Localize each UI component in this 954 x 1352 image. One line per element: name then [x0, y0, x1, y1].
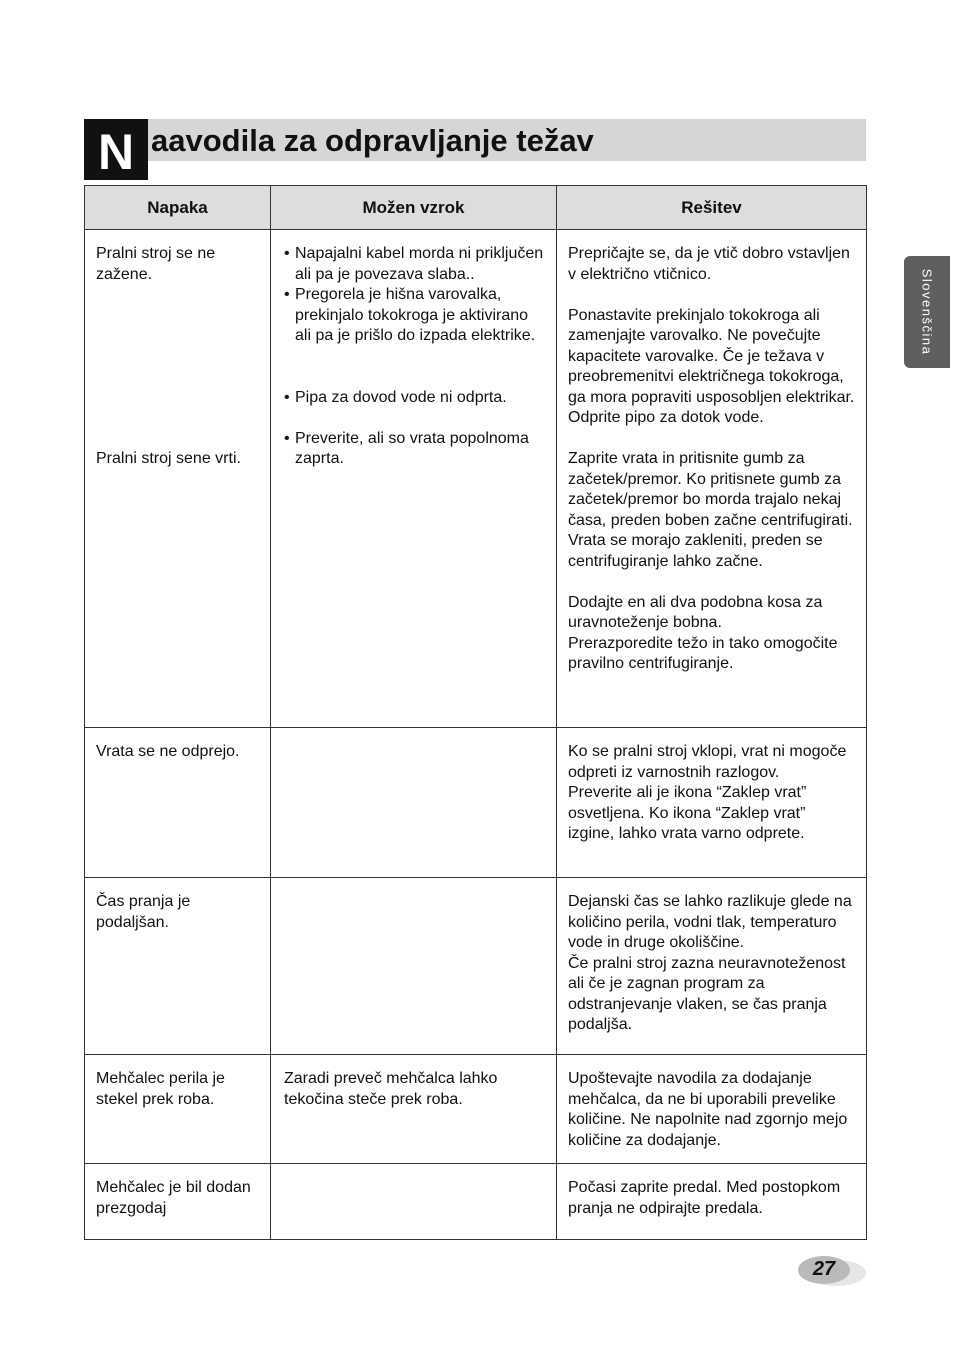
cause-item: • Napajalni kabel morda ni priključen ali pa je povezava slaba..: [284, 244, 546, 285]
solution-cell: [557, 230, 867, 728]
solution-text: Če pralni stroj zazna neuravnoteženost ali če je zagnan program za odstranjevanje vlaken, se čas pranja podaljša.: [568, 954, 846, 1033]
page-title: aavodila za odpravljanje težav: [151, 123, 594, 158]
cause-item: • Pipa za dovod vode ni odprta.: [284, 388, 546, 409]
cause-item: • Pregorela je hišna varovalka, prekinjalo tokokroga je aktivirano ali pa je prišlo do izpada elektrike.: [284, 285, 546, 347]
problem-cell: Mehčalec perila je stekel prek roba.: [85, 1055, 271, 1164]
cause-cell: [271, 728, 557, 878]
cause-item: • Preverite, ali so vrata popolnoma zaprta.: [284, 429, 546, 470]
solution-text: Dejanski čas se lahko razlikuje glede na količino perila, vodni tlak, temperaturo vode in druge okoliščine.: [568, 893, 852, 951]
page-number: 27: [812, 1258, 836, 1280]
solution-cell: Upoštevajte navodila za dodajanje mehčalca, da ne bi uporabili prevelike količine. Ne napolnite nad zgornjo mejo količine za dodajanje.: [557, 1055, 867, 1164]
cause-cell: [271, 230, 557, 728]
solution-text: Prerazporedite težo in tako omogočite pravilno centrifugiranje.: [568, 634, 838, 672]
column-header-solution: Rešitev: [557, 186, 867, 230]
cause-cell: [271, 1164, 557, 1240]
page-number-badge: [798, 1254, 866, 1288]
column-header-cause: Možen vzrok: [271, 186, 557, 230]
cause-cell: Zaradi preveč mehčalca lahko tekočina steče prek roba.: [271, 1055, 557, 1164]
table-row: [85, 728, 867, 878]
solution-cell: [557, 878, 867, 1055]
table-row: [85, 1164, 867, 1240]
solution-cell: Počasi zaprite predal. Med postopkom pranja ne odpirajte predala.: [557, 1164, 867, 1240]
cause-cell: [271, 878, 557, 1055]
table-row: [85, 230, 867, 728]
table-row: [85, 878, 867, 1055]
table-row: [85, 1055, 867, 1164]
table-header-row: [85, 186, 867, 230]
language-tab-label: Slovenščina: [919, 268, 935, 356]
problem-text: Pralni stroj sene vrti.: [96, 450, 241, 467]
problem-cell: Čas pranja je podaljšan.: [85, 878, 271, 1055]
problem-text: Pralni stroj se ne zažene.: [96, 245, 216, 283]
solution-cell: [557, 728, 867, 878]
solution-text: Prepričajte se, da je vtič dobro vstavljen v električno vtičnico.: [568, 245, 850, 283]
solution-text: Preverite ali je ikona “Zaklep vrat” osvetljena. Ko ikona “Zaklep vrat” izgine, lahko vrata varno odprete.: [568, 784, 807, 842]
solution-text: Ko se pralni stroj vklopi, vrat ni mogoče odpreti iz varnostnih razlogov.: [568, 743, 847, 781]
solution-text: Odprite pipo za dotok vode.: [568, 409, 764, 426]
troubleshooting-table: [84, 185, 867, 1240]
problem-cell: Mehčalec je bil dodan prezgodaj: [85, 1164, 271, 1240]
solution-text: Ponastavite prekinjalo tokokroga ali zamenjajte varovalko. Ne povečujte kapacitete varovalke. Če je težava v preobremenitvi električnega tokokroga, ga mora popraviti usposobljen elektrikar.: [568, 306, 855, 406]
column-header-problem: Napaka: [85, 186, 271, 230]
problem-cell: Vrata se ne odprejo.: [85, 728, 271, 878]
solution-text: Zaprite vrata in pritisnite gumb za začetek/premor. Ko pritisnete gumb za začetek/premor bo morda trajalo nekaj časa, preden boben začne centrifugirati. Vrata se morajo zakleniti, preden se centrifugiranje lahko začne.: [568, 450, 853, 570]
language-tab: [904, 256, 950, 368]
solution-text: Dodajte en ali dva podobna kosa za uravnoteženje bobna.: [568, 593, 823, 631]
problem-cell: [85, 230, 271, 728]
title-initial: N: [84, 119, 148, 180]
